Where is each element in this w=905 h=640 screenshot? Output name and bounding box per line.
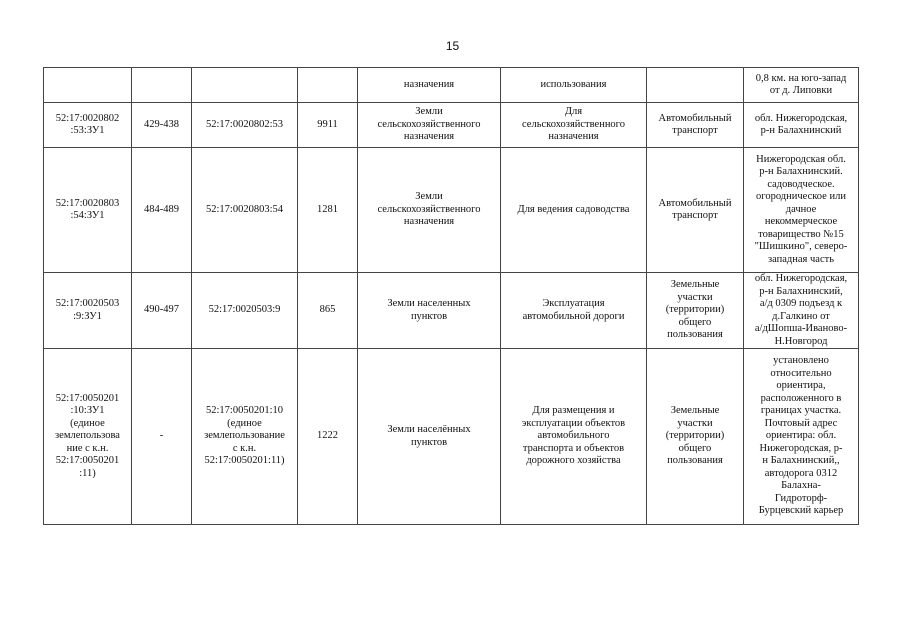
cell-address: Нижегородская обл. р-н Балахнинский. садоводческое. огородническое или дачное некоммерческое товарищество №15 "Шишкино", северо- западная часть xyxy=(744,148,859,273)
cell-parent-cadastral: 52:17:0020503:9 xyxy=(192,273,298,349)
cell-points: 490-497 xyxy=(132,273,192,349)
cell-area: 9911 xyxy=(298,103,358,148)
cell-encumbrance: Земельные участки (территории) общего пользования xyxy=(647,273,744,349)
cell-zu-designation: 52:17:0020803 :54:ЗУ1 xyxy=(44,148,132,273)
cell-parent-cadastral: 52:17:0020802:53 xyxy=(192,103,298,148)
cell-encumbrance xyxy=(647,68,744,103)
cell-points xyxy=(132,68,192,103)
table-row xyxy=(44,103,859,148)
cell-permitted-use: Эксплуатация автомобильной дороги xyxy=(501,273,647,349)
land-plots-table xyxy=(43,67,859,525)
cell-zu-designation: 52:17:0020802 :53:ЗУ1 xyxy=(44,103,132,148)
cell-permitted-use: использования xyxy=(501,68,647,103)
table-row xyxy=(44,148,859,273)
cell-permitted-use: Для сельскохозяйственного назначения xyxy=(501,103,647,148)
cell-points: 429-438 xyxy=(132,103,192,148)
cell-area: 865 xyxy=(298,273,358,349)
cell-address: 0,8 км. на юго-запад от д. Липовки xyxy=(744,68,859,103)
cell-encumbrance: Автомобильный транспорт xyxy=(647,103,744,148)
cell-address: обл. Нижегородская, р-н Балахнинский, а/д 0309 подъезд к д.Галкино от а/дШопша-Иваново- Н.Новгород xyxy=(744,273,859,349)
table-row xyxy=(44,68,859,103)
cell-permitted-use: Для размещения и эксплуатации объектов автомобильного транспорта и объектов дорожного хозяйства xyxy=(501,349,647,525)
cell-land-category: Земли сельскохозяйственного назначения xyxy=(358,103,501,148)
cell-parent-cadastral: 52:17:0020803:54 xyxy=(192,148,298,273)
cell-parent-cadastral xyxy=(192,68,298,103)
cell-land-category: Земли населённых пунктов xyxy=(358,349,501,525)
page-number: 15 xyxy=(445,39,460,53)
cell-address: установлено относительно ориентира, расположенного в границах участка. Почтовый адрес ориентира: обл. Нижегородская, р- н Балахнинский,, автодорога 0312 Балахна- Гидроторф- Бурцевский карьер xyxy=(744,349,859,525)
table-row xyxy=(44,349,859,525)
cell-area: 1222 xyxy=(298,349,358,525)
cell-parent-cadastral: 52:17:0050201:10 (единое землепользование с к.н. 52:17:0050201:11) xyxy=(192,349,298,525)
cell-zu-designation xyxy=(44,68,132,103)
cell-area xyxy=(298,68,358,103)
cell-zu-designation: 52:17:0020503 :9:ЗУ1 xyxy=(44,273,132,349)
cell-encumbrance: Автомобильный транспорт xyxy=(647,148,744,273)
cell-points: - xyxy=(132,349,192,525)
cell-permitted-use: Для ведения садоводства xyxy=(501,148,647,273)
cell-encumbrance: Земельные участки (территории) общего пользования xyxy=(647,349,744,525)
table-row xyxy=(44,273,859,349)
cell-land-category: Земли сельскохозяйственного назначения xyxy=(358,148,501,273)
cell-address: обл. Нижегородская, р-н Балахнинский xyxy=(744,103,859,148)
cell-area: 1281 xyxy=(298,148,358,273)
cell-zu-designation: 52:17:0050201 :10:ЗУ1 (единое землепользова ние с к.н. 52:17:0050201 :11) xyxy=(44,349,132,525)
cell-points: 484-489 xyxy=(132,148,192,273)
cell-land-category: Земли населенных пунктов xyxy=(358,273,501,349)
cell-land-category: назначения xyxy=(358,68,501,103)
